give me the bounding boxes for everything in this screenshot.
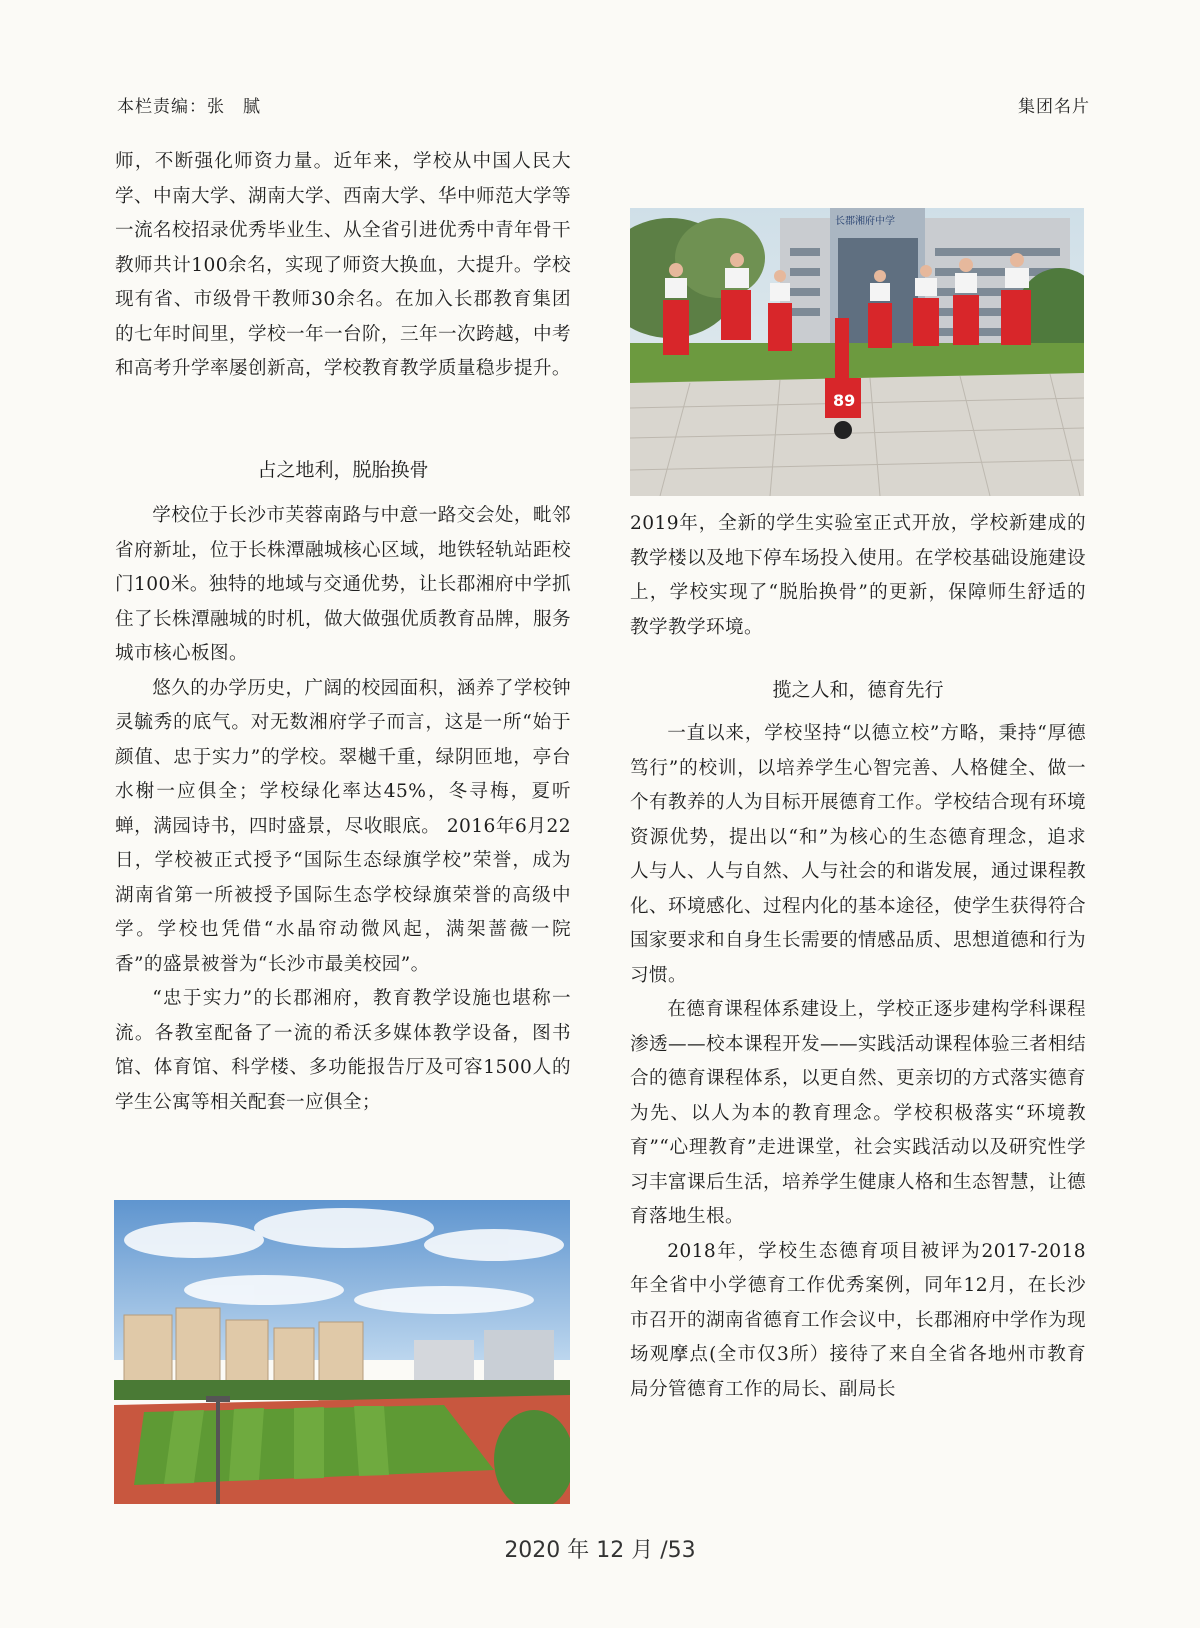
right-column-lower [630, 717, 1086, 1407]
left-column [115, 145, 571, 387]
section-heading-location: 占之地利，脱胎换骨 [257, 459, 429, 481]
right-paragraph-1: 2019年，全新的学生实验室正式开放，学校新建成的教学楼以及地下停车场投入使用。在学校基础设施建设上，学校实现了“脱胎换骨”的更新，保障师生舒适的教学教学环境。 [630, 513, 1086, 638]
right-paragraph-2: 一直以来，学校坚持“以德立校”方略，秉持“厚德笃行”的校训，以培养学生心智完善、人格健全、做一个有教养的人为目标开展德育工作。学校结合现有环境资源优势，提出以“和”为核心的生态德育理念，追求人与人、人与自然、人与社会的和谐发展，通过课程教化、环境感化、过程内化的基本途径，使学生获得符合国家要求和自身生长需要的情感品质、思想道德和行为习惯。 [630, 723, 1086, 986]
section-name: 集团名片 [1018, 97, 1090, 117]
sports-field-photo [114, 1200, 570, 1504]
school-sign: 长郡湘府中学 [835, 216, 895, 227]
right-paragraph-3: 在德育课程体系建设上，学校正逐步建构学科课程渗透——校本课程开发——实践活动课程体验三者相结合的德育课程体系，以更自然、更亲切的方式落实德育为先、以人为本的教育理念。学校积极落实“环境教育”“心理教育”走进课堂，社会实践活动以及研究性学习丰富课后生活，培养学生健康人格和生态智慧，让德育落地生根。 [630, 999, 1086, 1227]
students-dancing-photo [630, 208, 1084, 496]
left-paragraph-1: 师，不断强化师资力量。近年来，学校从中国人民大学、中南大学、湖南大学、西南大学、华中师范大学等一流名校招录优秀毕业生、从全省引进优秀中青年骨干教师共计100余名，实现了师资大换血，大提升。学校现有省、市级骨干教师30余名。在加入长郡教育集团的七年时间里，学校一年一台阶，三年一次跨越，中考和高考升学率屡创新高，学校教育教学质量稳步提升。 [115, 151, 571, 379]
left-paragraph-4: “忠于实力”的长郡湘府，教育教学设施也堪称一流。各教室配备了一流的希沃多媒体教学设备，图书馆、体育馆、科学楼、多功能报告厅及可容1500人的学生公寓等相关配套一应俱全； [115, 988, 571, 1113]
page-footer: 2020 年 12 月 /53 [504, 1538, 696, 1563]
left-paragraph-2: 学校位于长沙市芙蓉南路与中意一路交会处，毗邻省府新址，位于长株潭融城核心区域，地铁轻轨站距校门100米。独特的地域与交通优势，让长郡湘府中学抓住了长株潭融城的时机，做大做强优质教育品牌，服务城市核心板图。 [115, 505, 571, 664]
editor-credit: 本栏责编：张 腻 [117, 97, 261, 117]
section-heading-harmony: 揽之人和，德育先行 [772, 679, 944, 701]
left-column-lower [115, 499, 571, 1120]
left-paragraph-3: 悠久的办学历史，广阔的校园面积，涵养了学校钟灵毓秀的底气。对无数湘府学子而言，这是一所“始于颜值、忠于实力”的学校。翠樾千重，绿阴匝地，亭台水榭一应俱全；学校绿化率达45%，冬寻梅，夏听蝉，满园诗书，四时盛景，尽收眼底。 2016年6月22日，学校被正式授予“国际生态绿旗学校”荣誉，成为湖南省第一所被授予国际生态学校绿旗荣誉的高级中学。学校也凭借“水晶帘动微风起，满架蔷薇一院香”的盛景被誉为“长沙市最美校园”。 [115, 677, 571, 975]
jersey-number: 89 [833, 391, 856, 410]
right-column [630, 507, 1086, 645]
right-paragraph-4: 2018年，学校生态德育项目被评为2017-2018年全省中小学德育工作优秀案例，同年12月，在长沙市召开的湖南省德育工作会议中，长郡湘府中学作为现场观摩点(全市仅3所）接待了来自全省各地州市教育局分管德育工作的局长、副局长 [630, 1240, 1086, 1400]
